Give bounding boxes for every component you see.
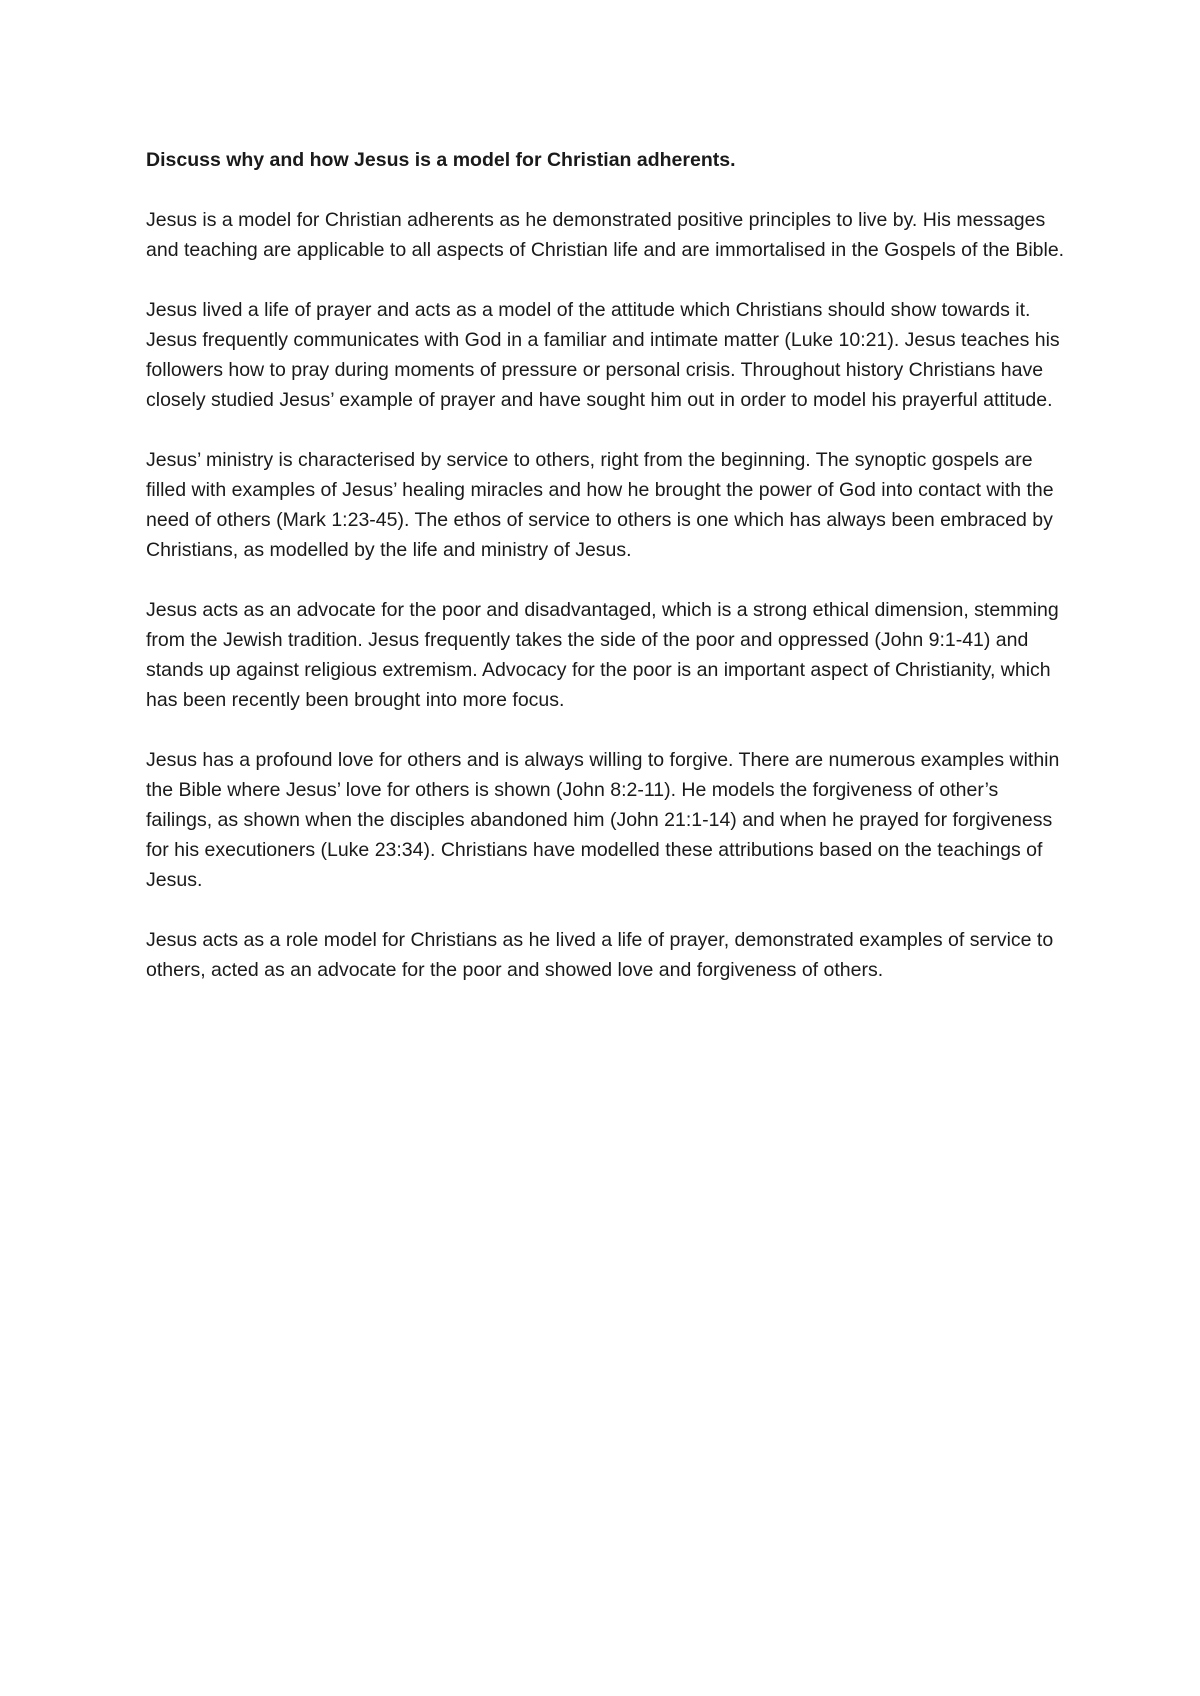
paragraph-intro: Jesus is a model for Christian adherents as he demonstrated positive principles to live by. His messages and teaching are applicable to all aspects of Christian life and are immortalised in the Gospels of the Bible.: [146, 209, 1065, 261]
paragraph-love-forgiveness: Jesus has a profound love for others and is always willing to forgive. There are numerous examples within the Bible where Jesus’ love for others is shown (John 8:2-11). He models the forgiveness of other’s failings, as shown when the disciples abandoned him (John 21:1-14) and when he prayed for forgiveness for his executioners (Luke 23:34). Christians have modelled these attributions based on the teachings of Jesus.: [146, 749, 1060, 891]
paragraph-conclusion: Jesus acts as a role model for Christians as he lived a life of prayer, demonstrated examples of service to others, acted as an advocate for the poor and showed love and forgiveness of others.: [146, 929, 1054, 981]
paragraph-prayer: Jesus lived a life of prayer and acts as a model of the attitude which Christians should show towards it. Jesus frequently communicates with God in a familiar and intimate matter (Luke 10:21). Jesus teaches his followers how to pray during moments of pressure or personal crisis. Throughout history Christians have closely studied Jesus’ example of prayer and have sought him out in order to model his prayerful attitude.: [146, 299, 1060, 411]
paragraph-advocacy: Jesus acts as an advocate for the poor and disadvantaged, which is a strong ethical dimension, stemming from the Jewish tradition. Jesus frequently takes the side of the poor and oppressed (John 9:1-41) and stands up against religious extremism. Advocacy for the poor is an important aspect of Christianity, which has been recently been brought into more focus.: [146, 599, 1059, 711]
document-title: Discuss why and how Jesus is a model for Christian adherents.: [146, 149, 736, 171]
document-body: [146, 145, 1066, 1015]
paragraph-service: Jesus’ ministry is characterised by service to others, right from the beginning. The synoptic gospels are filled with examples of Jesus’ healing miracles and how he brought the power of God into contact with the need of others (Mark 1:23-45). The ethos of service to others is one which has always been embraced by Christians, as modelled by the life and ministry of Jesus.: [146, 449, 1054, 561]
